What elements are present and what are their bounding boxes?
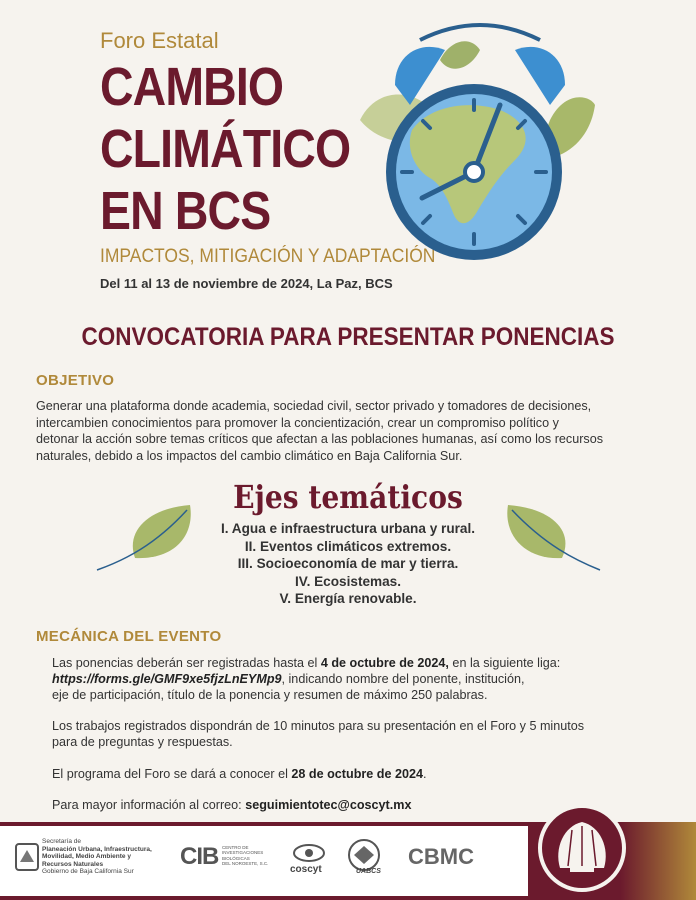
- mechanics-line-4: Los trabajos registrados dispondrán de 10 minutos para su presentación en el Foro y 5 minutos: [52, 719, 585, 733]
- mechanics-line-2: [52, 671, 672, 688]
- axis-item: V. Energía renovable.: [279, 591, 417, 606]
- text: Movilidad, Medio Ambiente y: [42, 853, 131, 860]
- cib-caption: [222, 845, 268, 866]
- mechanics-line-1: [52, 655, 672, 672]
- axis-item: I. Agua e infraestructura urbana y rural.: [220, 521, 476, 536]
- objective-line: Generar una plataforma donde academia, sociedad civil, sector privado y tomadores de decisiones,: [36, 399, 592, 413]
- program-date: 28 de octubre de 2024: [291, 767, 424, 781]
- event-dates: Del 11 al 13 de noviembre de 2024, La Paz, BCS: [100, 276, 393, 291]
- axis-item: II. Eventos climáticos extremos.: [244, 538, 452, 554]
- contact-email[interactable]: seguimientotec@coscyt.mx: [245, 798, 412, 812]
- bell-right-icon: [515, 47, 565, 105]
- text: CENTRO DE: [222, 845, 249, 850]
- objective-line: intercambien conocimientos para promover la concientización, crear un compromiso político y: [36, 415, 559, 430]
- objective-line: naturales, debido a los impactos del cambio climático en Baja California Sur.: [36, 448, 463, 463]
- coscyt-logo: coscyt: [290, 864, 322, 875]
- axis-item: III. Socioeconomía de mar y tierra.: [237, 556, 459, 571]
- objective-text: [36, 398, 676, 464]
- text: BIOLÓGICAS: [222, 855, 250, 861]
- mechanics-line-3: eje de participación, título de la ponencia y resumen de máximo 250 palabras.: [52, 688, 488, 702]
- text: Secretaría de: [42, 838, 82, 845]
- text: El programa del Foro se dará a conocer el: [52, 767, 292, 781]
- objective-heading: OBJETIVO: [36, 372, 115, 389]
- axis-item: IV. Ecosistemas.: [294, 573, 402, 589]
- mechanics-line-6: [52, 766, 672, 783]
- alarm-clock-globe-illustration: [350, 10, 610, 260]
- title-line-2: CLIMÁTICO: [100, 119, 351, 179]
- coscyt-emblem-icon: [292, 843, 326, 863]
- text: DEL NOROESTE, S.C.: [222, 860, 269, 866]
- subtitle: IMPACTOS, MITIGACIÓN Y ADAPTACIÓN: [100, 246, 436, 267]
- mechanics-line-5: para de preguntas y respuestas.: [52, 735, 233, 749]
- title-line-1: CAMBIO: [100, 57, 284, 117]
- event-series: Foro Estatal: [100, 28, 219, 53]
- text: Planeación Urbana, Infraestructura,: [42, 845, 152, 853]
- text: INVESTIGACIONES: [222, 850, 264, 856]
- text: en la siguiente liga:: [448, 656, 561, 670]
- event-mechanics-heading: MECÁNICA DEL EVENTO: [36, 628, 222, 645]
- state-seal-icon: [14, 842, 40, 872]
- text: .: [423, 767, 427, 781]
- text: Para mayor información al correo:: [52, 798, 246, 812]
- deadline-date: 4 de octubre de 2024,: [320, 656, 449, 670]
- thematic-axes-title: Ejes temáticos: [233, 478, 463, 516]
- registration-link[interactable]: https://forms.gle/GMF9xe5fjzLnEYMp9: [52, 672, 282, 686]
- cib-logo: CIB: [180, 843, 219, 870]
- title-line-3: EN BCS: [100, 181, 271, 241]
- secretaria-label: [42, 838, 152, 876]
- text: Recursos Naturales: [42, 860, 104, 868]
- uabcs-logo: UABCS: [356, 868, 381, 875]
- thematic-axes-list: [0, 520, 696, 608]
- cbmc-logo: CBMC: [408, 844, 474, 869]
- text: , indicando nombre del ponente, institución,: [281, 672, 525, 686]
- text: Las ponencias deberán ser registradas hasta el: [52, 656, 321, 670]
- objective-line: detonar la acción sobre temas críticos que afectan a las poblaciones humanas, así como los recursos: [36, 432, 604, 446]
- call-for-papers-heading: CONVOCATORIA PARA PRESENTAR PONENCIAS: [81, 323, 615, 351]
- leaf-top-icon: [440, 41, 480, 68]
- text: Gobierno de Baja California Sur: [42, 868, 134, 875]
- shell-emblem-icon: [532, 796, 632, 896]
